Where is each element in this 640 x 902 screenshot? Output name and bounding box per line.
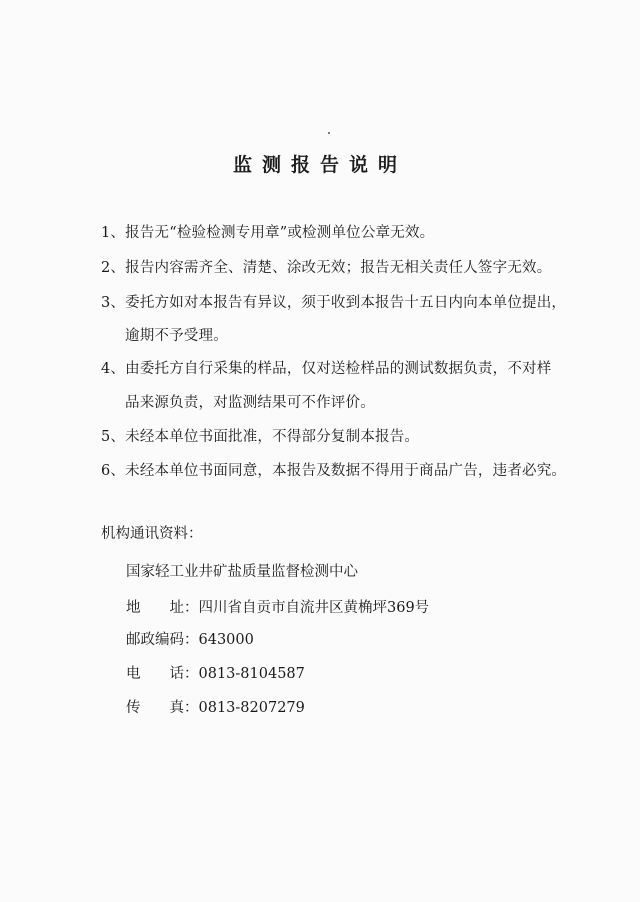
org-name: 国家轻工业井矿盐质量监督检测中心 xyxy=(126,564,358,580)
fax-row xyxy=(126,696,305,717)
phone-row xyxy=(126,662,305,683)
fax-value: 0813-8207279 xyxy=(198,700,305,716)
address-value: 四川省自贡市自流井区黄桷坪369号 xyxy=(198,600,430,616)
notice-item-4: 4、由委托方自行采集的样品，仅对送检样品的测试数据负责，不对样 xyxy=(101,361,552,377)
scan-speck xyxy=(328,132,330,134)
address-label: 地 址： xyxy=(126,600,199,616)
notice-item-5: 5、未经本单位书面批准，不得部分复制本报告。 xyxy=(101,429,420,445)
address-row xyxy=(126,596,429,617)
notice-item-3: 3、委托方如对本报告有异议，须于收到本报告十五日内向本单位提出， xyxy=(101,295,567,311)
contact-heading: 机构通讯资料： xyxy=(101,526,203,542)
notice-item-4-cont: 品来源负责，对监测结果可不作评价。 xyxy=(125,395,375,411)
fax-label: 传 真： xyxy=(126,700,199,716)
notice-item-1: 1、报告无“检验检测专用章”或检测单位公章无效。 xyxy=(101,225,435,241)
notice-item-2: 2、报告内容需齐全、清楚、涂改无效；报告无相关责任人签字无效。 xyxy=(101,260,552,276)
notice-item-6: 6、未经本单位书面同意，本报告及数据不得用于商品广告，违者必究。 xyxy=(101,463,567,479)
postcode-row xyxy=(126,628,254,649)
postcode-value: 643000 xyxy=(198,632,254,648)
phone-value: 0813-8104587 xyxy=(198,666,305,682)
page-title: 监测报告说明 xyxy=(232,154,407,176)
phone-label: 电 话： xyxy=(126,666,199,682)
postcode-label: 邮政编码： xyxy=(126,632,199,648)
notice-item-3-cont: 逾期不予受理。 xyxy=(125,328,228,344)
